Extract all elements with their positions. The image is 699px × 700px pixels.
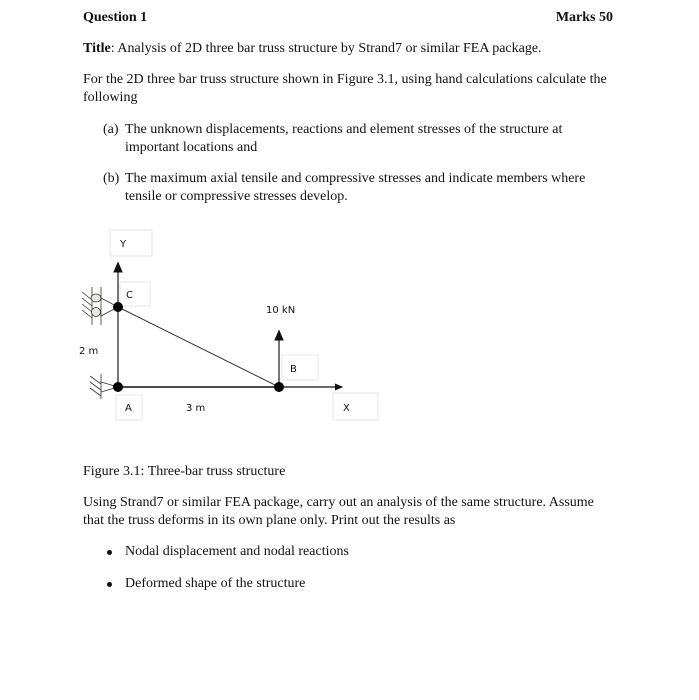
node-a-label: A (125, 403, 132, 414)
figure-caption: Figure 3.1: Three-bar truss structure (83, 464, 286, 479)
roller-support-icon (82, 287, 118, 325)
item-a-line-1: The unknown displacements, reactions and element stresses of the structure at (125, 122, 563, 137)
item-b-marker: (b) (103, 171, 120, 186)
intro-line-1: For the 2D three bar truss structure shown in Figure 3.1, using hand calculations calculate the (83, 72, 607, 87)
node-a (113, 382, 123, 392)
b-label-box (282, 355, 318, 380)
height-label: 2 m (79, 346, 99, 357)
y-label-box (110, 230, 152, 256)
item-a-marker: (a) (103, 122, 119, 137)
bullet-icon (107, 582, 112, 587)
title-text: : Analysis of 2D three bar truss structure by Strand7 or similar FEA package. (110, 41, 542, 56)
fea-line-2: that the truss deforms in its own plane only. Print out the results as (83, 513, 456, 528)
bullet-item: Nodal displacement and nodal reactions (125, 544, 349, 559)
question-heading: Question 1 (83, 10, 148, 25)
node-b (274, 382, 284, 392)
node-c-label: C (126, 290, 133, 301)
bullet-icon (107, 550, 112, 555)
item-b-line-1: The maximum axial tensile and compressive stresses and indicate members where (125, 171, 586, 186)
node-b-label: B (290, 364, 297, 375)
fea-line-1: Using Strand7 or similar FEA package, carry out an analysis of the same structure. Assume (83, 495, 594, 510)
title-label: Title (83, 41, 111, 56)
bullet-item: Deformed shape of the structure (125, 576, 306, 591)
member-cb (118, 307, 279, 387)
load-label: 10 kN (266, 305, 296, 316)
marks-label: Marks 50 (555, 10, 613, 25)
x-axis-label: X (343, 403, 350, 414)
intro-line-2: following (83, 90, 138, 105)
y-axis-label: Y (120, 239, 127, 250)
x-label-box (333, 393, 378, 420)
length-label: 3 m (186, 403, 206, 414)
node-c (113, 302, 123, 312)
c-label-box (120, 282, 150, 306)
item-a-line-2: important locations and (125, 140, 258, 155)
item-b-line-2: tensile or compressive stresses develop. (125, 189, 348, 204)
